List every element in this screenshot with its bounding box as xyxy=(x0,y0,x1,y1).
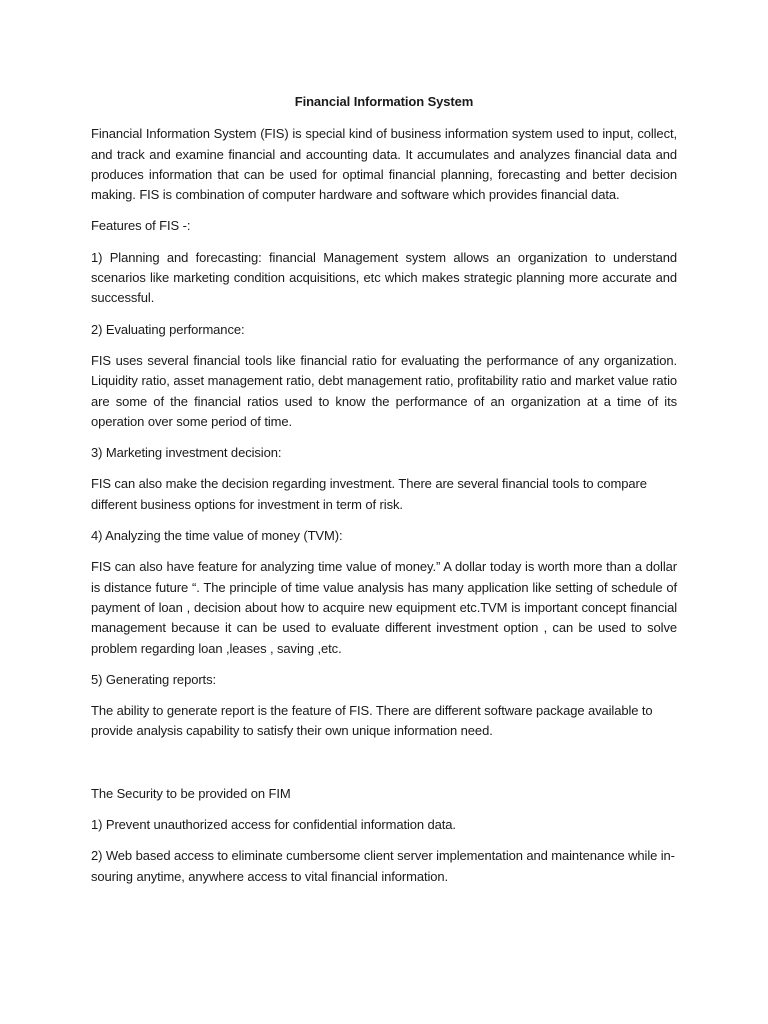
feature-2-paragraph: FIS uses several financial tools like financial ratio for evaluating the performance of any organization. Liquidity ratio, asset management ratio, debt management ratio, profitability ratio and market value ratio are some of the financial ratios used to know the performance of an organization at a time of its operation over some period of time. xyxy=(91,352,677,429)
document-body xyxy=(91,92,677,898)
security-item-1: 1) Prevent unauthorized access for confidential information data. xyxy=(91,817,456,833)
feature-4-heading: 4) Analyzing the time value of money (TVM): xyxy=(91,528,343,544)
feature-2-heading: 2) Evaluating performance: xyxy=(91,321,245,337)
intro-paragraph: Financial Information System (FIS) is special kind of business information system used to input, collect, and track and examine financial and accounting data. It accumulates and analyzes financial data and produces information that can be used for optimal financial planning, forecasting and better decision making. FIS is combination of computer hardware and software which provides financial data. xyxy=(91,126,677,203)
section-spacer xyxy=(91,753,677,784)
feature-5-heading: 5) Generating reports: xyxy=(91,671,216,687)
feature-1-paragraph: 1) Planning and forecasting: financial Management system allows an organization to understand scenarios like marketing condition acquisitions, etc which makes strategic planning more accurate and successful. xyxy=(91,249,677,306)
security-item-2: 2) Web based access to eliminate cumbersome client server implementation and maintenance while in-souring anytime, anywhere access to vital financial information. xyxy=(91,848,675,884)
feature-5-paragraph: The ability to generate report is the feature of FIS. There are different software package available to provide analysis capability to satisfy their own unique information need. xyxy=(91,703,653,739)
security-heading: The Security to be provided on FIM xyxy=(91,785,291,801)
document-title: Financial Information System xyxy=(294,94,474,109)
feature-3-heading: 3) Marketing investment decision: xyxy=(91,445,282,461)
feature-3-paragraph: FIS can also make the decision regarding investment. There are several financial tools to compare different business options for investment in term of risk. xyxy=(91,476,647,512)
feature-4-paragraph: FIS can also have feature for analyzing time value of money.” A dollar today is worth more than a dollar is distance future “. The principle of time value analysis has many application like setting of schedule of payment of loan , decision about how to acquire new equipment etc.TVM is important concept financial management because it can be used to evaluate different investment option , can be used to solve problem regarding loan ,leases , saving ,etc. xyxy=(91,559,677,656)
features-heading: Features of FIS -: xyxy=(91,218,191,234)
